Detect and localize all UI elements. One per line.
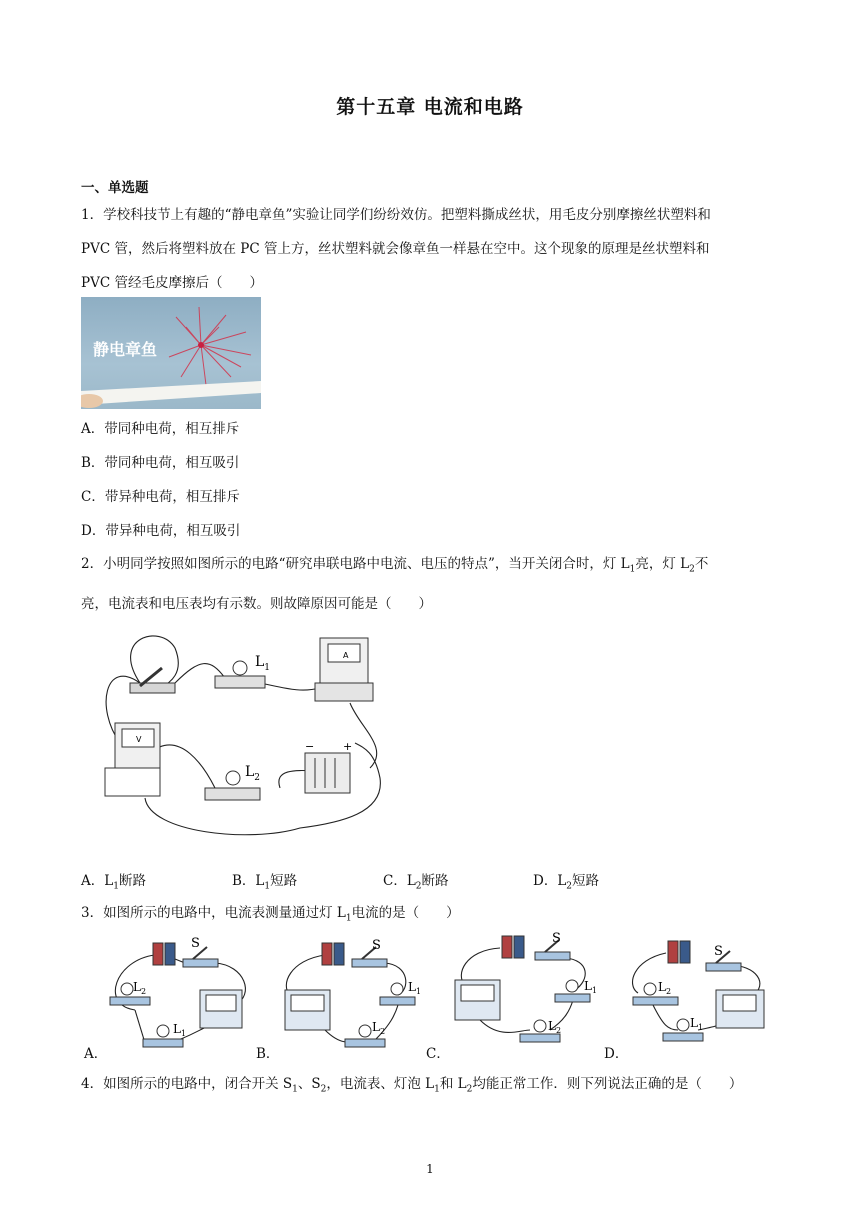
svg-text:L2: $L_2$ <box>372 1020 386 1036</box>
svg-text:L1: $L_1$ <box>408 980 422 996</box>
question-2 <box>81 547 781 621</box>
q1-option-b[interactable]: B．带同种电荷，相互吸引 <box>81 455 240 471</box>
label-l2: $L_2$ <box>245 764 261 783</box>
page-number: 1 <box>426 1162 434 1176</box>
question-1 <box>81 198 781 300</box>
q2-option-a[interactable]: A．$L_1$断路 <box>81 873 146 892</box>
q1-line-1: 1．学校科技节上有趣的“静电章鱼”实验让同学们纷纷效仿。把塑料撕成丝状，用毛皮分别摩擦丝状塑料和 <box>81 207 711 223</box>
q3-option-c[interactable]: C． <box>426 1046 450 1062</box>
q1-line-3: PVC 管经毛皮摩擦后（ ） <box>81 275 263 291</box>
label-l1: $L_1$ <box>255 654 271 673</box>
q3-option-b[interactable]: B． <box>256 1046 280 1062</box>
svg-text:L2: $L_2$ <box>658 980 672 996</box>
q1-option-c[interactable]: C．带异种电荷，相互排斥 <box>81 489 240 505</box>
battery-icon <box>305 740 352 793</box>
svg-text:L2: $L_2$ <box>548 1019 562 1035</box>
svg-text:S: S <box>552 931 561 946</box>
svg-text:L1: $L_1$ <box>584 979 598 995</box>
q2-option-d[interactable]: D．$L_2$短路 <box>533 873 600 892</box>
page-title: 第十五章 电流和电路 <box>336 96 524 118</box>
q2-circuit-figure <box>100 628 390 846</box>
svg-text:S: S <box>372 938 381 953</box>
svg-text:L2: $L_2$ <box>133 980 147 996</box>
question-4: 4．如图所示的电路中，闭合开关 $S_1$、$S_2$，电流表、灯泡 $L_1$和 $L_2$均能正常工作．则下列说法正确的是（ ） <box>81 1076 743 1095</box>
ammeter-icon <box>315 638 373 701</box>
svg-text:V: V <box>136 735 142 744</box>
q2-option-b[interactable]: B．$L_1$短路 <box>232 873 298 892</box>
q2-line-2: 亮，电流表和电压表均有示数。则故障原因可能是（ ） <box>81 595 432 612</box>
section-heading: 一、单选题 <box>81 180 149 196</box>
q1-line-2: PVC 管，然后将塑料放在 PC 管上方，丝状塑料就会像章鱼一样悬在空中。这个现象的原理是丝状塑料和 <box>81 241 710 257</box>
q3-option-a[interactable]: A． <box>84 1046 108 1062</box>
svg-text:+: + <box>343 740 353 753</box>
q2-option-c[interactable]: C．$L_2$断路 <box>383 873 449 892</box>
q3-figure-c <box>450 930 600 1050</box>
q1-option-d[interactable]: D．带异种电荷，相互吸引 <box>81 523 241 539</box>
svg-text:S: S <box>191 936 200 951</box>
svg-text:L1: $L_1$ <box>173 1022 187 1038</box>
q2-line-1: 2．小明同学按照如图所示的电路“研究串联电路中电流、电压的特点”，当开关闭合时，灯 $L_1$亮，灯 $L_2$不 <box>81 556 709 575</box>
static-octopus-photo <box>81 297 261 409</box>
q3-figure-d <box>628 935 778 1053</box>
svg-text:S: S <box>714 944 723 959</box>
q3-option-d[interactable]: D． <box>604 1046 629 1062</box>
svg-text:−: − <box>305 740 315 753</box>
svg-text:L1: $L_1$ <box>690 1016 704 1032</box>
q3-figure-b <box>280 935 430 1053</box>
question-3: 3．如图所示的电路中，电流表测量通过灯 $L_1$电流的是（ ） <box>81 905 460 924</box>
q3-figure-a <box>105 935 255 1053</box>
voltmeter-icon <box>105 723 160 796</box>
svg-text:A: A <box>343 651 349 660</box>
photo-caption: 静电章鱼 <box>93 340 158 359</box>
q1-option-a[interactable]: A．带同种电荷，相互排斥 <box>81 421 240 437</box>
